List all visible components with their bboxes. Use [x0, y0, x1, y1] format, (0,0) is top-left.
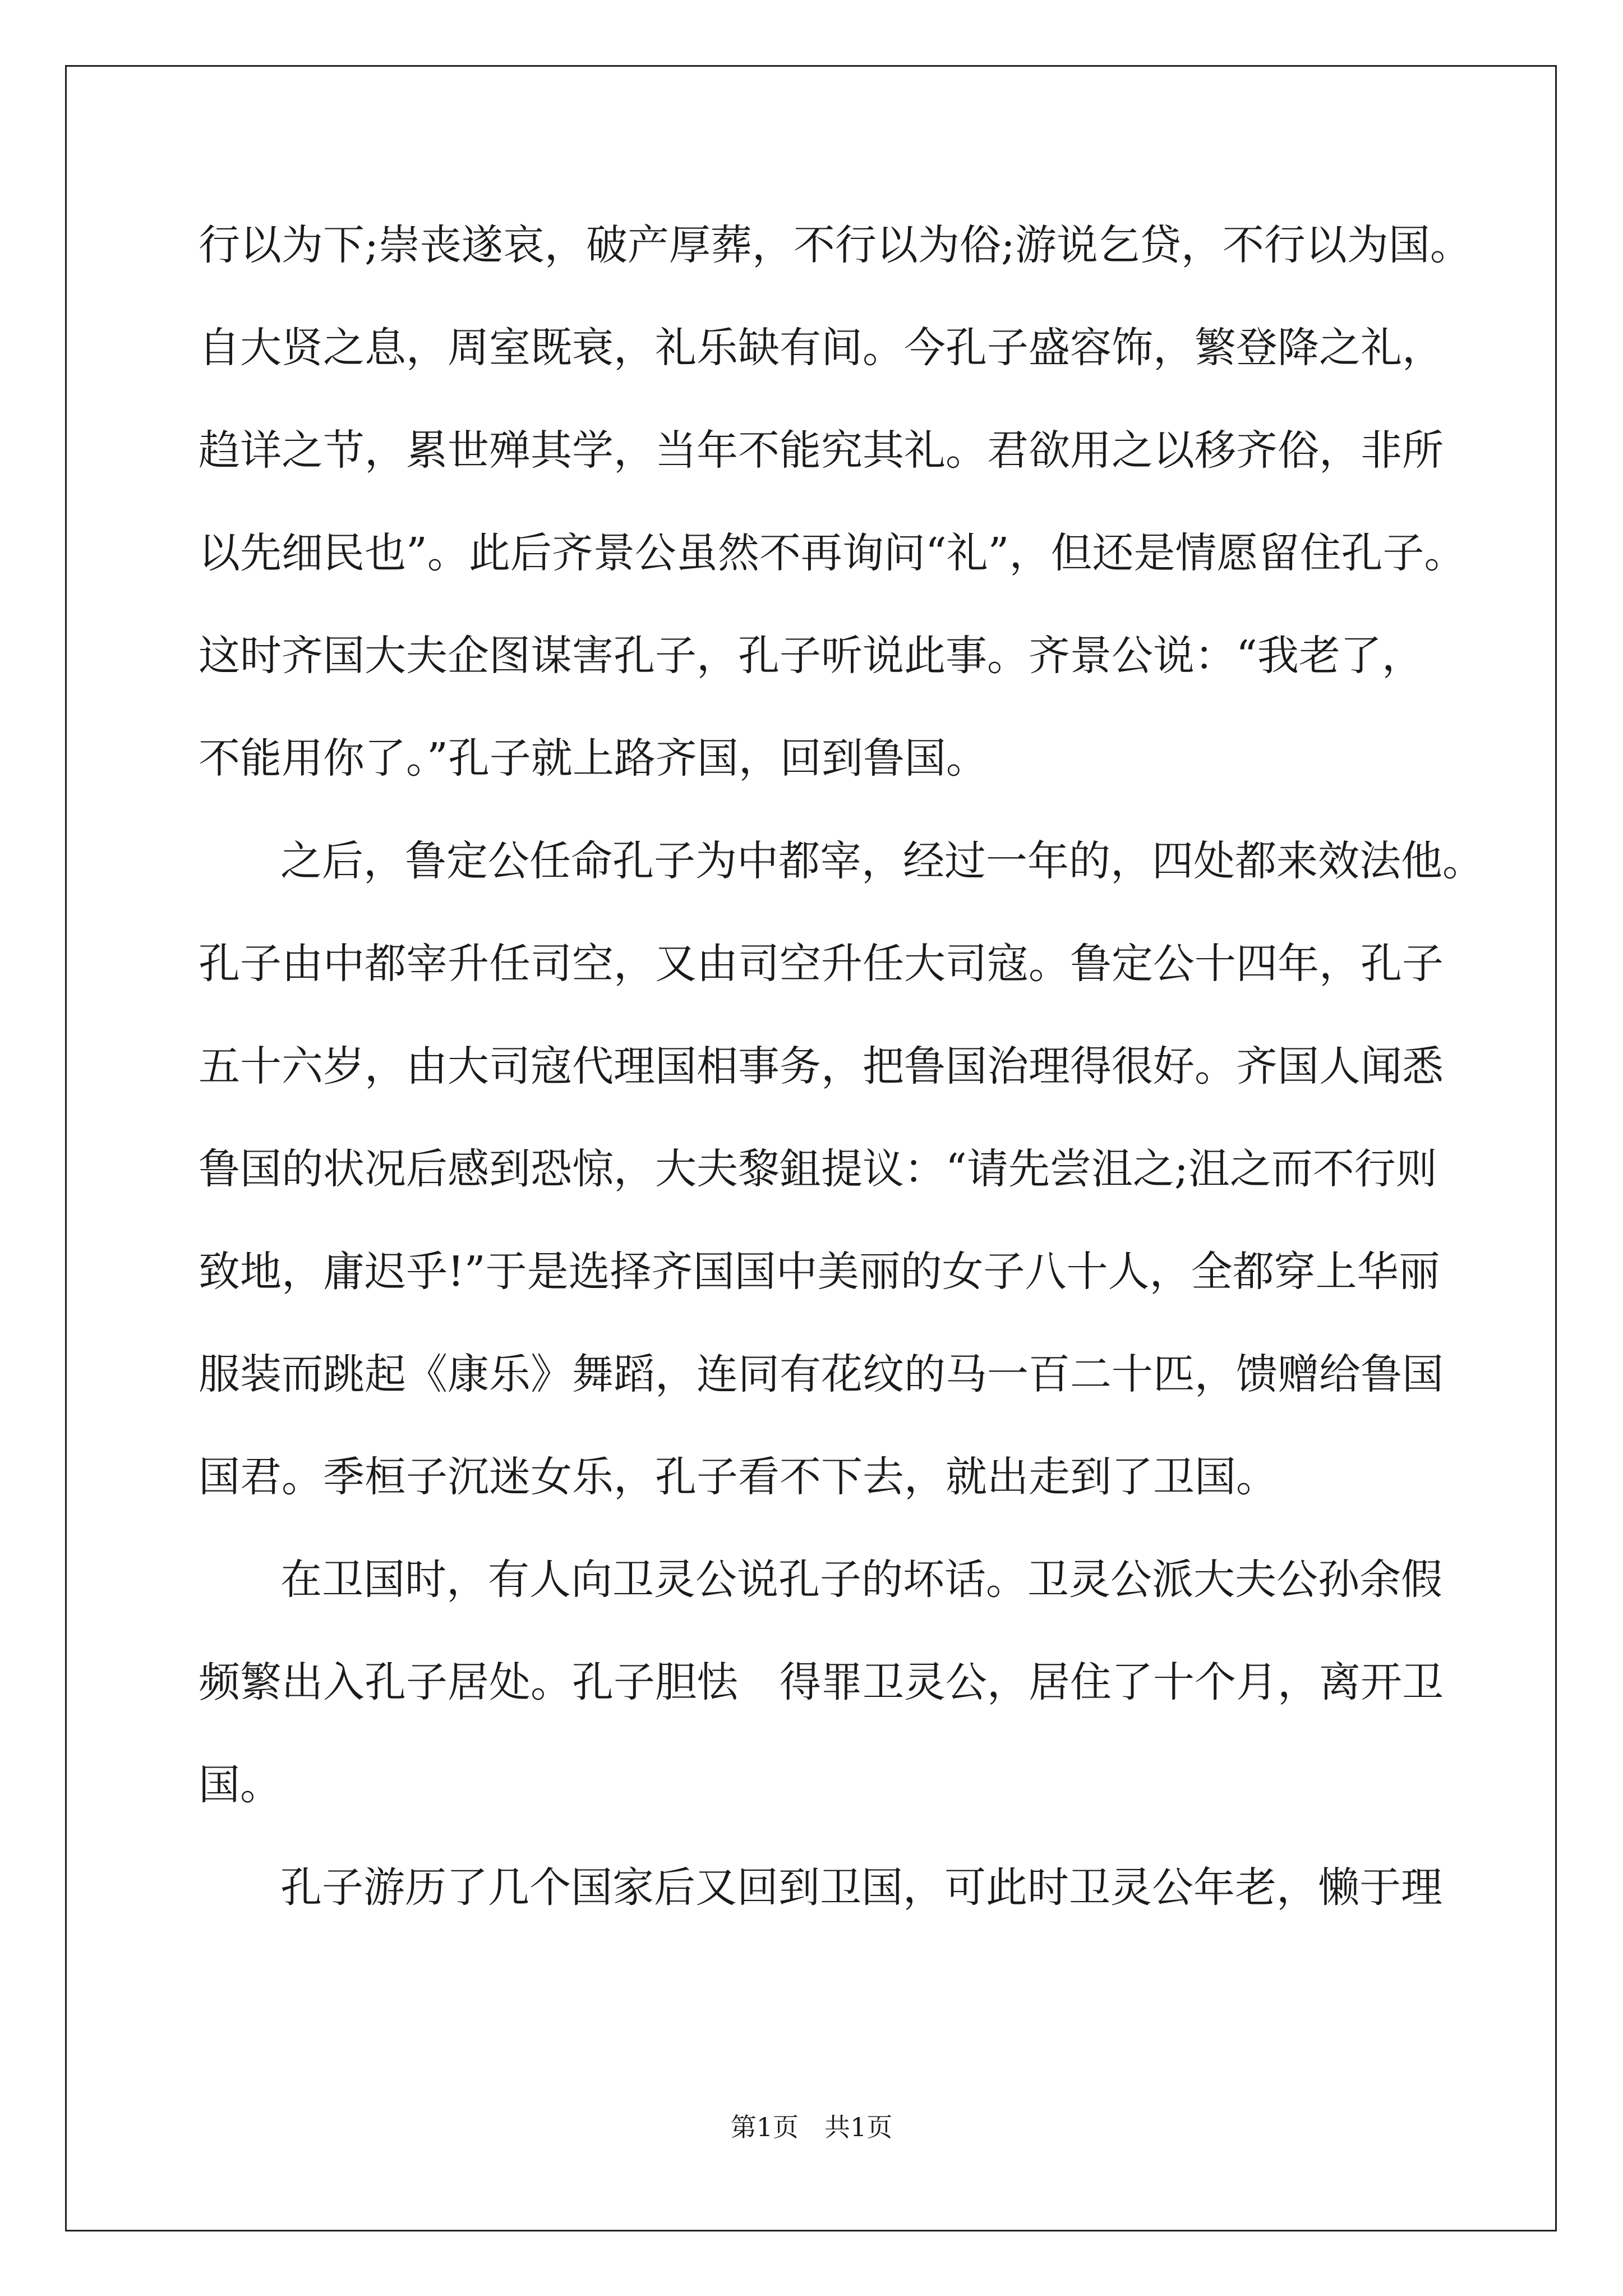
text-line-14: 在卫国时，有人向卫灵公说孔子的坏话。卫灵公派大夫公孙余假 [280, 1556, 1442, 1604]
text-line-13: 国君。季桓子沉迷女乐，孔子看不下去，就出走到了卫国。 [199, 1453, 1278, 1501]
text-line-10: 鲁国的状况后感到恐惊，大夫黎鉏提议：“请先尝沮之;沮之而不行则 [199, 1145, 1437, 1193]
text-line-2: 自大贤之息，周室既衰，礼乐缺有间。今孔子盛容饰，繁登降之礼， [199, 324, 1444, 372]
text-line-3: 趋详之节，累世殚其学，当年不能究其礼。君欲用之以移齐俗，非所 [199, 426, 1444, 475]
text-line-1: 行以为下;崇丧遂哀，破产厚葬，不行以为俗;游说乞贷，不行以为国。 [199, 221, 1472, 269]
text-line-11: 致地，庸迟乎!”于是选择齐国国中美丽的女子八十人，全都穿上华丽 [199, 1248, 1440, 1296]
text-line-17: 孔子游历了几个国家后又回到卫国，可此时卫灵公年老，懒于理 [280, 1864, 1442, 1912]
page-footer: 第1页 共1页 [730, 2112, 893, 2142]
text-line-8: 孔子由中都宰升任司空，又由司空升任大司寇。鲁定公十四年，孔子 [199, 940, 1444, 988]
text-line-6: 不能用你了。”孔子就上路齐国，回到鲁国。 [199, 734, 988, 783]
text-line-9: 五十六岁，由大司寇代理国相事务，把鲁国治理得很好。齐国人闻悉 [199, 1042, 1444, 1091]
text-line-12: 服装而跳起《康乐》舞蹈，连同有花纹的马一百二十匹，馈赠给鲁国 [199, 1350, 1444, 1398]
document-body [199, 194, 1484, 1939]
text-line-7: 之后，鲁定公任命孔子为中都宰，经过一年的，四处都来效法他。 [280, 837, 1484, 885]
text-line-15: 频繁出入孔子居处。孔子胆怯 得罪卫灵公，居住了十个月，离开卫 [199, 1658, 1444, 1706]
text-line-16: 国。 [199, 1761, 282, 1809]
text-line-5: 这时齐国大夫企图谋害孔子，孔子听说此事。齐景公说：“我老了， [199, 632, 1423, 680]
text-line-4: 以先细民也”。此后齐景公虽然不再询问“礼”，但还是情愿留住孔子。 [199, 529, 1466, 577]
